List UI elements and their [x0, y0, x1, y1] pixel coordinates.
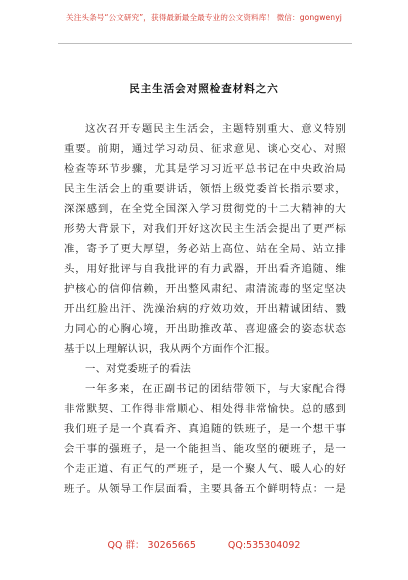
document-title: 民主生活会对照检查材料之六	[129, 83, 279, 95]
body-text-line: 非常默契、工作得非常顺心、相处得非常愉快。总的感到	[64, 403, 346, 415]
body-text-line: 护核心的信仰信赖，开出整风肃纪、肃清流毒的坚定坚决	[64, 283, 346, 295]
document-body	[64, 119, 346, 499]
body-text-line: 头，用好批评与自我批评的有力武器，开出看齐追随、维	[64, 263, 346, 275]
body-text-line: 会干事的强班子，是一个能担当、能攻坚的硬班子，是一	[64, 443, 346, 455]
body-text-line: 民主生活会上的重要讲话，领悟上级党委首长指示要求，	[64, 183, 346, 195]
footer-qq-number: QQ:535304092	[227, 540, 301, 551]
section-heading: 一、对党委班子的看法	[85, 363, 191, 375]
body-text-line: 个走正道、有正气的严班子，是一个聚人气、暖人心的好	[64, 463, 346, 475]
body-text-line: 重要。前期，通过学习动员、征求意见、谈心交心、对照	[64, 143, 346, 155]
header-banner: 关注头条号“公文研究”，获得最新最全最专业的公文资料库！ 微信：gongwenyj	[66, 13, 342, 22]
body-text-line: 开出红脸出汗、洗澡治病的疗效功效，开出精诚团结、戮	[64, 303, 346, 315]
header-divider	[58, 43, 352, 44]
body-text-line: 检查等环节步骤，尤其是学习习近平总书记在中央政治局	[64, 163, 346, 175]
body-text-line: 一年多来，在正副书记的团结带领下，与大家配合得	[85, 383, 346, 395]
footer-contact	[0, 537, 408, 551]
body-text-line: 深深感到，在全党全国深入学习贯彻党的十二大精神的大	[64, 203, 346, 215]
body-text-line: 班子。从领导工作层面看，主要具备五个鲜明特点：一是	[64, 483, 346, 495]
body-text-line: 我们班子是一个真看齐、真追随的铁班子，是一个想干事	[64, 423, 346, 435]
body-text-line: 准，寄予了更大厚望，务必站上高位、站在全局、站立排	[64, 243, 346, 255]
body-text-line: 基于以上理解认识，我从两个方面作个汇报。	[64, 343, 276, 355]
footer-qq-group: QQ 群： 30265665	[107, 540, 196, 551]
body-text-line: 形势大背景下，对我们开好这次民主生活会提出了更严标	[64, 223, 346, 235]
body-text-line: 力同心的心胸心境，开出助推改革、喜迎盛会的姿态状态	[64, 323, 346, 335]
body-text-line: 这次召开专题民主生活会，主题特别重大、意义特别	[85, 123, 346, 135]
